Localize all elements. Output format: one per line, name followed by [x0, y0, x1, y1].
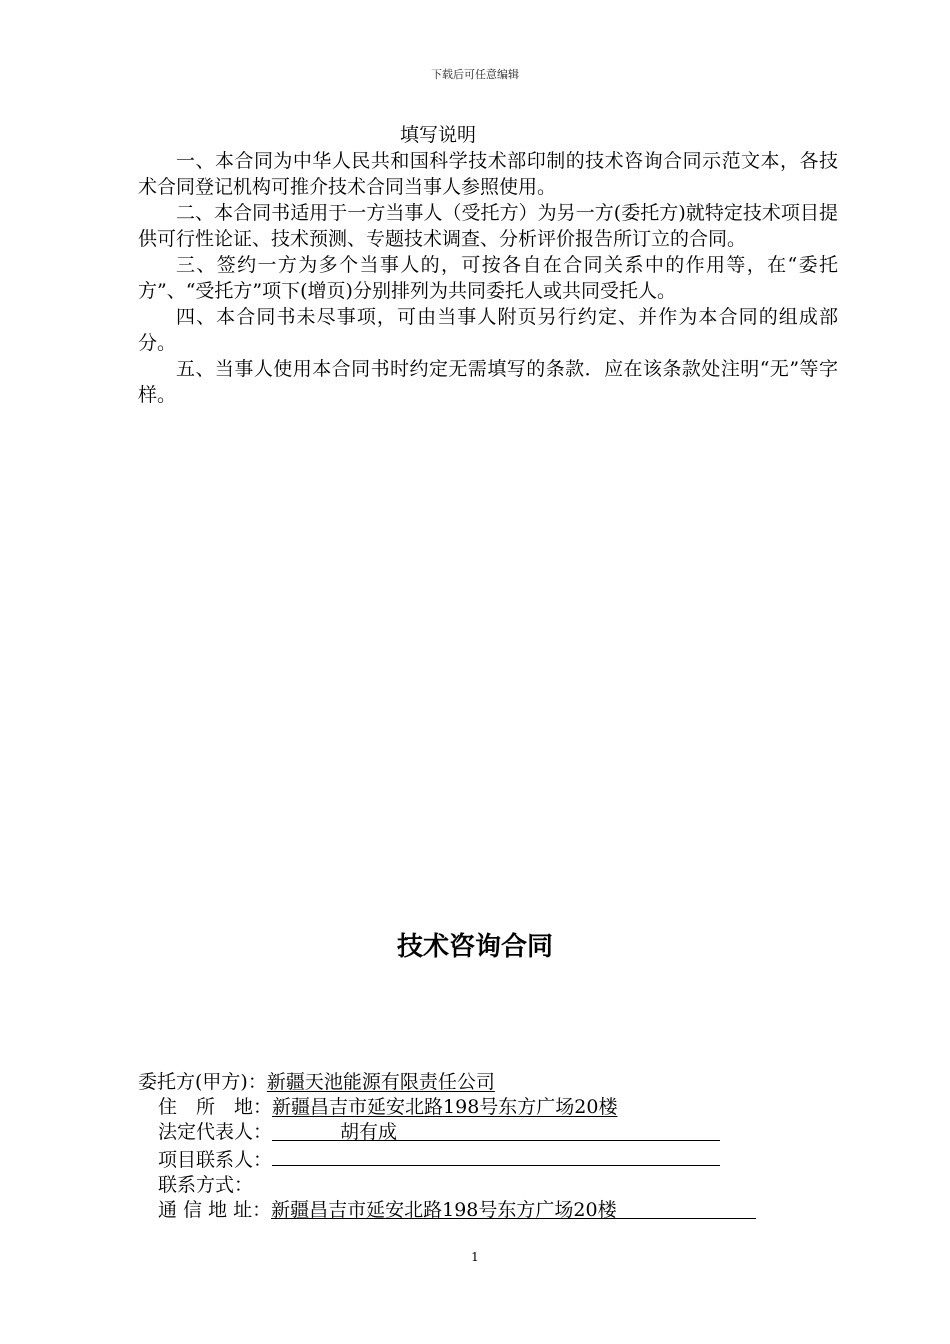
client-contact-label: 项目联系人：: [158, 1149, 273, 1171]
client-contact-field: [272, 1145, 720, 1166]
client-party-block: [138, 1070, 838, 1223]
instruction-item-5: 五、当事人使用本合同书时约定无需填写的条款．应在该条款处注明“无”等字样。: [138, 358, 838, 406]
instruction-item-3: 三、签约一方为多个当事人的，可按各自在合同关系中的作用等，在“委托方”、“受托方”项下(增页)分别排列为共同委托人或共同受托人。: [138, 254, 838, 302]
page-header-note: 下载后可任意编辑: [431, 68, 519, 81]
contract-title: 技术咨询合同: [396, 932, 553, 962]
instruction-item-4: 四、本合同书未尽事项，可由当事人附页另行约定、并作为本合同的组成部分。: [138, 306, 838, 354]
client-mail-label: 通 信 地 址：: [158, 1199, 272, 1221]
client-address-value: 新疆昌吉市延安北路198号东方广场20楼: [272, 1096, 618, 1118]
page-number: 1: [471, 1250, 479, 1264]
instructions-title: 填写说明: [400, 124, 477, 146]
client-mail-value: 新疆昌吉市延安北路198号东方广场20楼: [271, 1199, 617, 1221]
client-method-label: 联系方式：: [158, 1174, 254, 1196]
client-contact-row: [138, 1145, 838, 1173]
client-address-label: 住 所 地：: [158, 1096, 273, 1118]
client-party-label: 委托方(甲方)：: [138, 1071, 267, 1093]
client-method-row: [138, 1173, 838, 1198]
client-legal-rep-row: [138, 1120, 838, 1145]
client-mail-row: [138, 1198, 838, 1223]
client-legal-rep-value: 胡有成: [340, 1121, 398, 1143]
client-party-row: [138, 1070, 838, 1095]
client-party-value: 新疆天池能源有限责任公司: [266, 1071, 495, 1093]
client-legal-rep-field: [272, 1120, 720, 1141]
client-legal-rep-label: 法定代表人：: [158, 1121, 273, 1143]
instructions-section: [138, 122, 838, 408]
client-address-row: [138, 1095, 838, 1120]
instruction-item-2: 二、本合同书适用于一方当事人（受托方）为另一方(委托方)就特定技术项目提供可行性论证、技术预测、专题技术调查、分析评价报告所订立的合同。: [138, 202, 838, 250]
instruction-item-1: 一、本合同为中华人民共和国科学技术部印制的技术咨询合同示范文本，各技术合同登记机构可推介技术合同当事人参照使用。: [138, 150, 838, 198]
client-mail-field: [271, 1198, 756, 1219]
